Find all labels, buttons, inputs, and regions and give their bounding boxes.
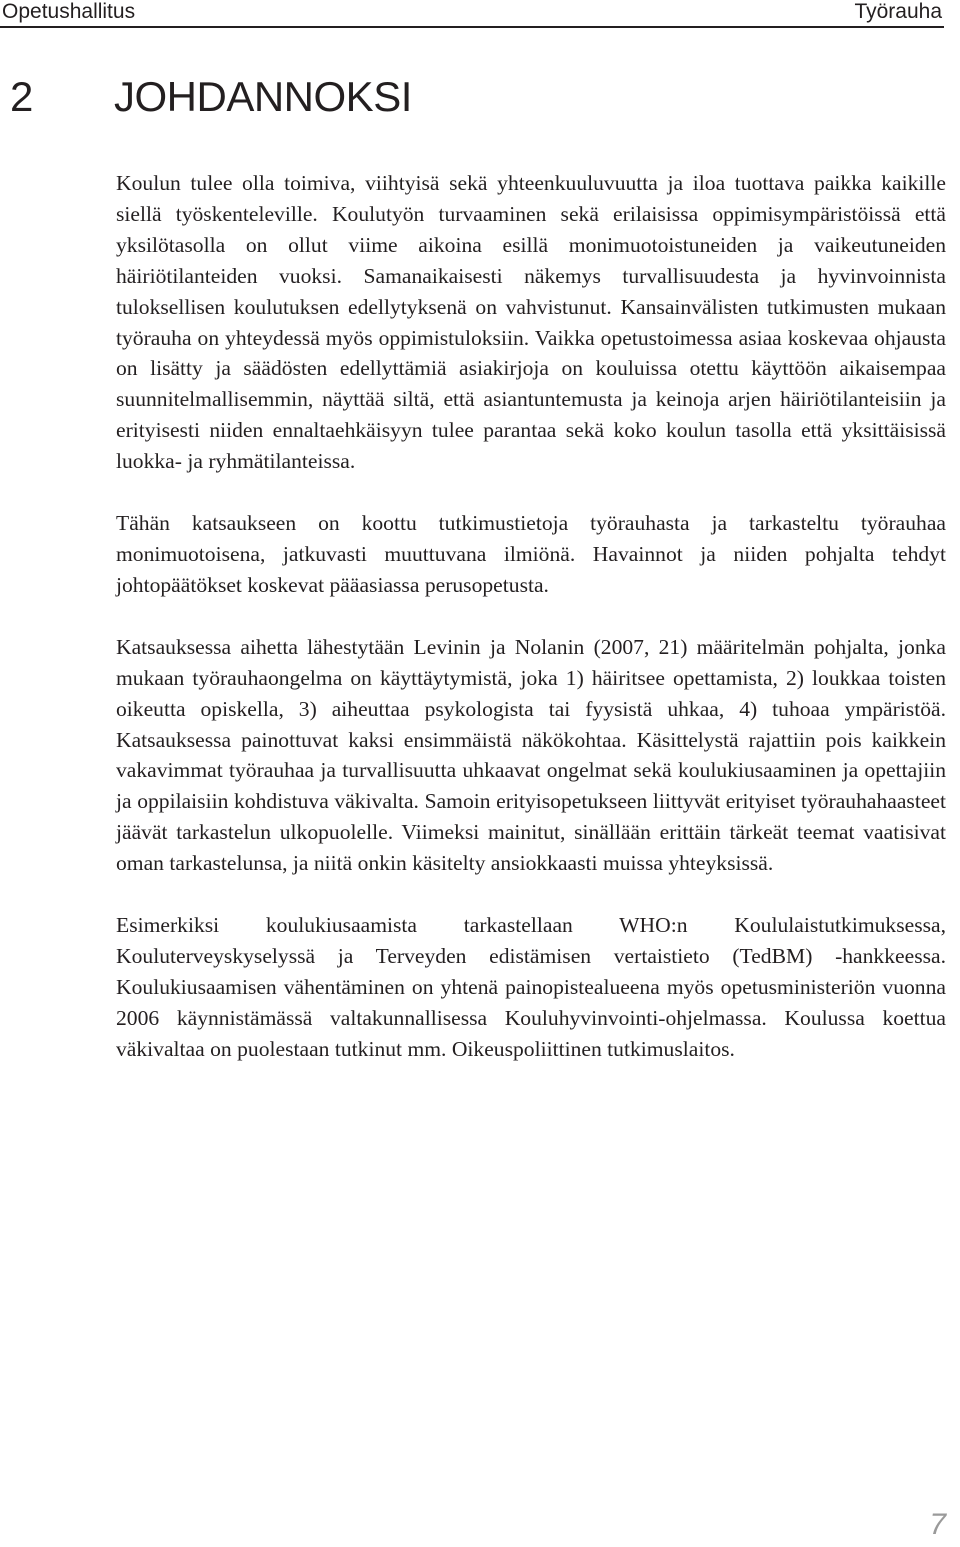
paragraph-4: Esimerkiksi koulukiusaamista tarkastellaan WHO:n Koululaistutkimuksessa, Kouluterveyskyselyssä ja Terveyden edistämisen vertaistieto (TedBM) -hankkeessa. Koulukiusaamisen vähentäminen on yhtenä painopistealueena myös opetusministeriön vuonna 2006 käynnistämässä valtakunnallisessa Kouluhyvinvointi-ohjelmassa. Koulussa koettua väkivaltaa on puolestaan tutkinut mm. Oikeuspoliittinen tutkimuslaitos. (116, 913, 946, 1061)
body-text (116, 168, 946, 1096)
header-publisher: Opetushallitus (2, 0, 136, 23)
chapter-number: 2 (10, 73, 33, 120)
paragraph-1: Koulun tulee olla toimiva, viihtyisä sekä yhteenkuuluvuutta ja iloa tuottava paikka kaikille siellä työskenteleville. Koulutyön turvaaminen sekä erilaisissa oppimisympäristöissä että yksilötasolla on ollut viime aikoina esillä monimuotoistuneiden ja vaikeutuneiden häiriötilanteiden vuoksi. Samanaikaisesti näkemys turvallisuudesta ja hyvinvoinnista tuloksellisen koulutuksen edellytyksenä on vahvistunut. Kansainvälisten tutkimusten mukaan työrauha on yhteydessä myös oppimistuloksiin. Vaikka opetustoimessa asiaa koskevaa ohjausta on lisätty ja säädösten edellyttämiä asiakirjoja on kouluissa otettu käyttöön aikaisempaa suunnitelmallisemmin, näyttää siltä, että asiantuntemusta ja keinoja arjen häiriötilanteisiin ja erityisesti niiden ennaltaehkäisyyn tulee parantaa sekä koko koulun tasolla että yksittäisissä luokka- ja ryhmätilanteissa. (116, 171, 946, 474)
running-header (0, 0, 944, 28)
chapter-title: JOHDANNOKSI (114, 73, 412, 120)
chapter-heading (10, 72, 412, 122)
paragraph-2: Tähän katsaukseen on koottu tutkimustietoja työrauhasta ja tarkasteltu työrauhaa monimuotoisena, jatkuvasti muuttuvana ilmiönä. Havainnot ja niiden pohjalta tehdyt johtopäätökset koskevat pääasiassa perusopetusta. (116, 511, 946, 597)
page-number: 7 (929, 1508, 946, 1541)
header-document-title: Työrauha (854, 0, 942, 23)
paragraph-3: Katsauksessa aihetta lähestytään Levinin ja Nolanin (2007, 21) määritelmän pohjalta, jonka mukaan työrauhaongelma on käyttäytymistä, joka 1) häiritsee opettamista, 2) loukkaa toisten oikeutta opiskella, 3) aiheuttaa psykologista tai fyysistä uhkaa, 4) tuhoaa ympäristöä. Katsauksessa painottuvat kaksi ensimmäistä näkökohtaa. Käsittelystä rajattiin pois kaikkein vakavimmat työrauhaa ja turvallisuutta uhkaavat ongelmat sekä koulukiusaaminen ja opettajiin ja oppilaisiin kohdistuva väkivalta. Samoin erityisopetukseen liittyvät erityiset työrauhahaasteet jäävät tarkastelun ulkopuolelle. Viimeksi mainitut, sinällään erittäin tärkeät teemat vaatisivat oman tarkastelunsa, ja niitä onkin käsitelty ansiokkaasti muissa yhteyksissä. (116, 634, 946, 876)
